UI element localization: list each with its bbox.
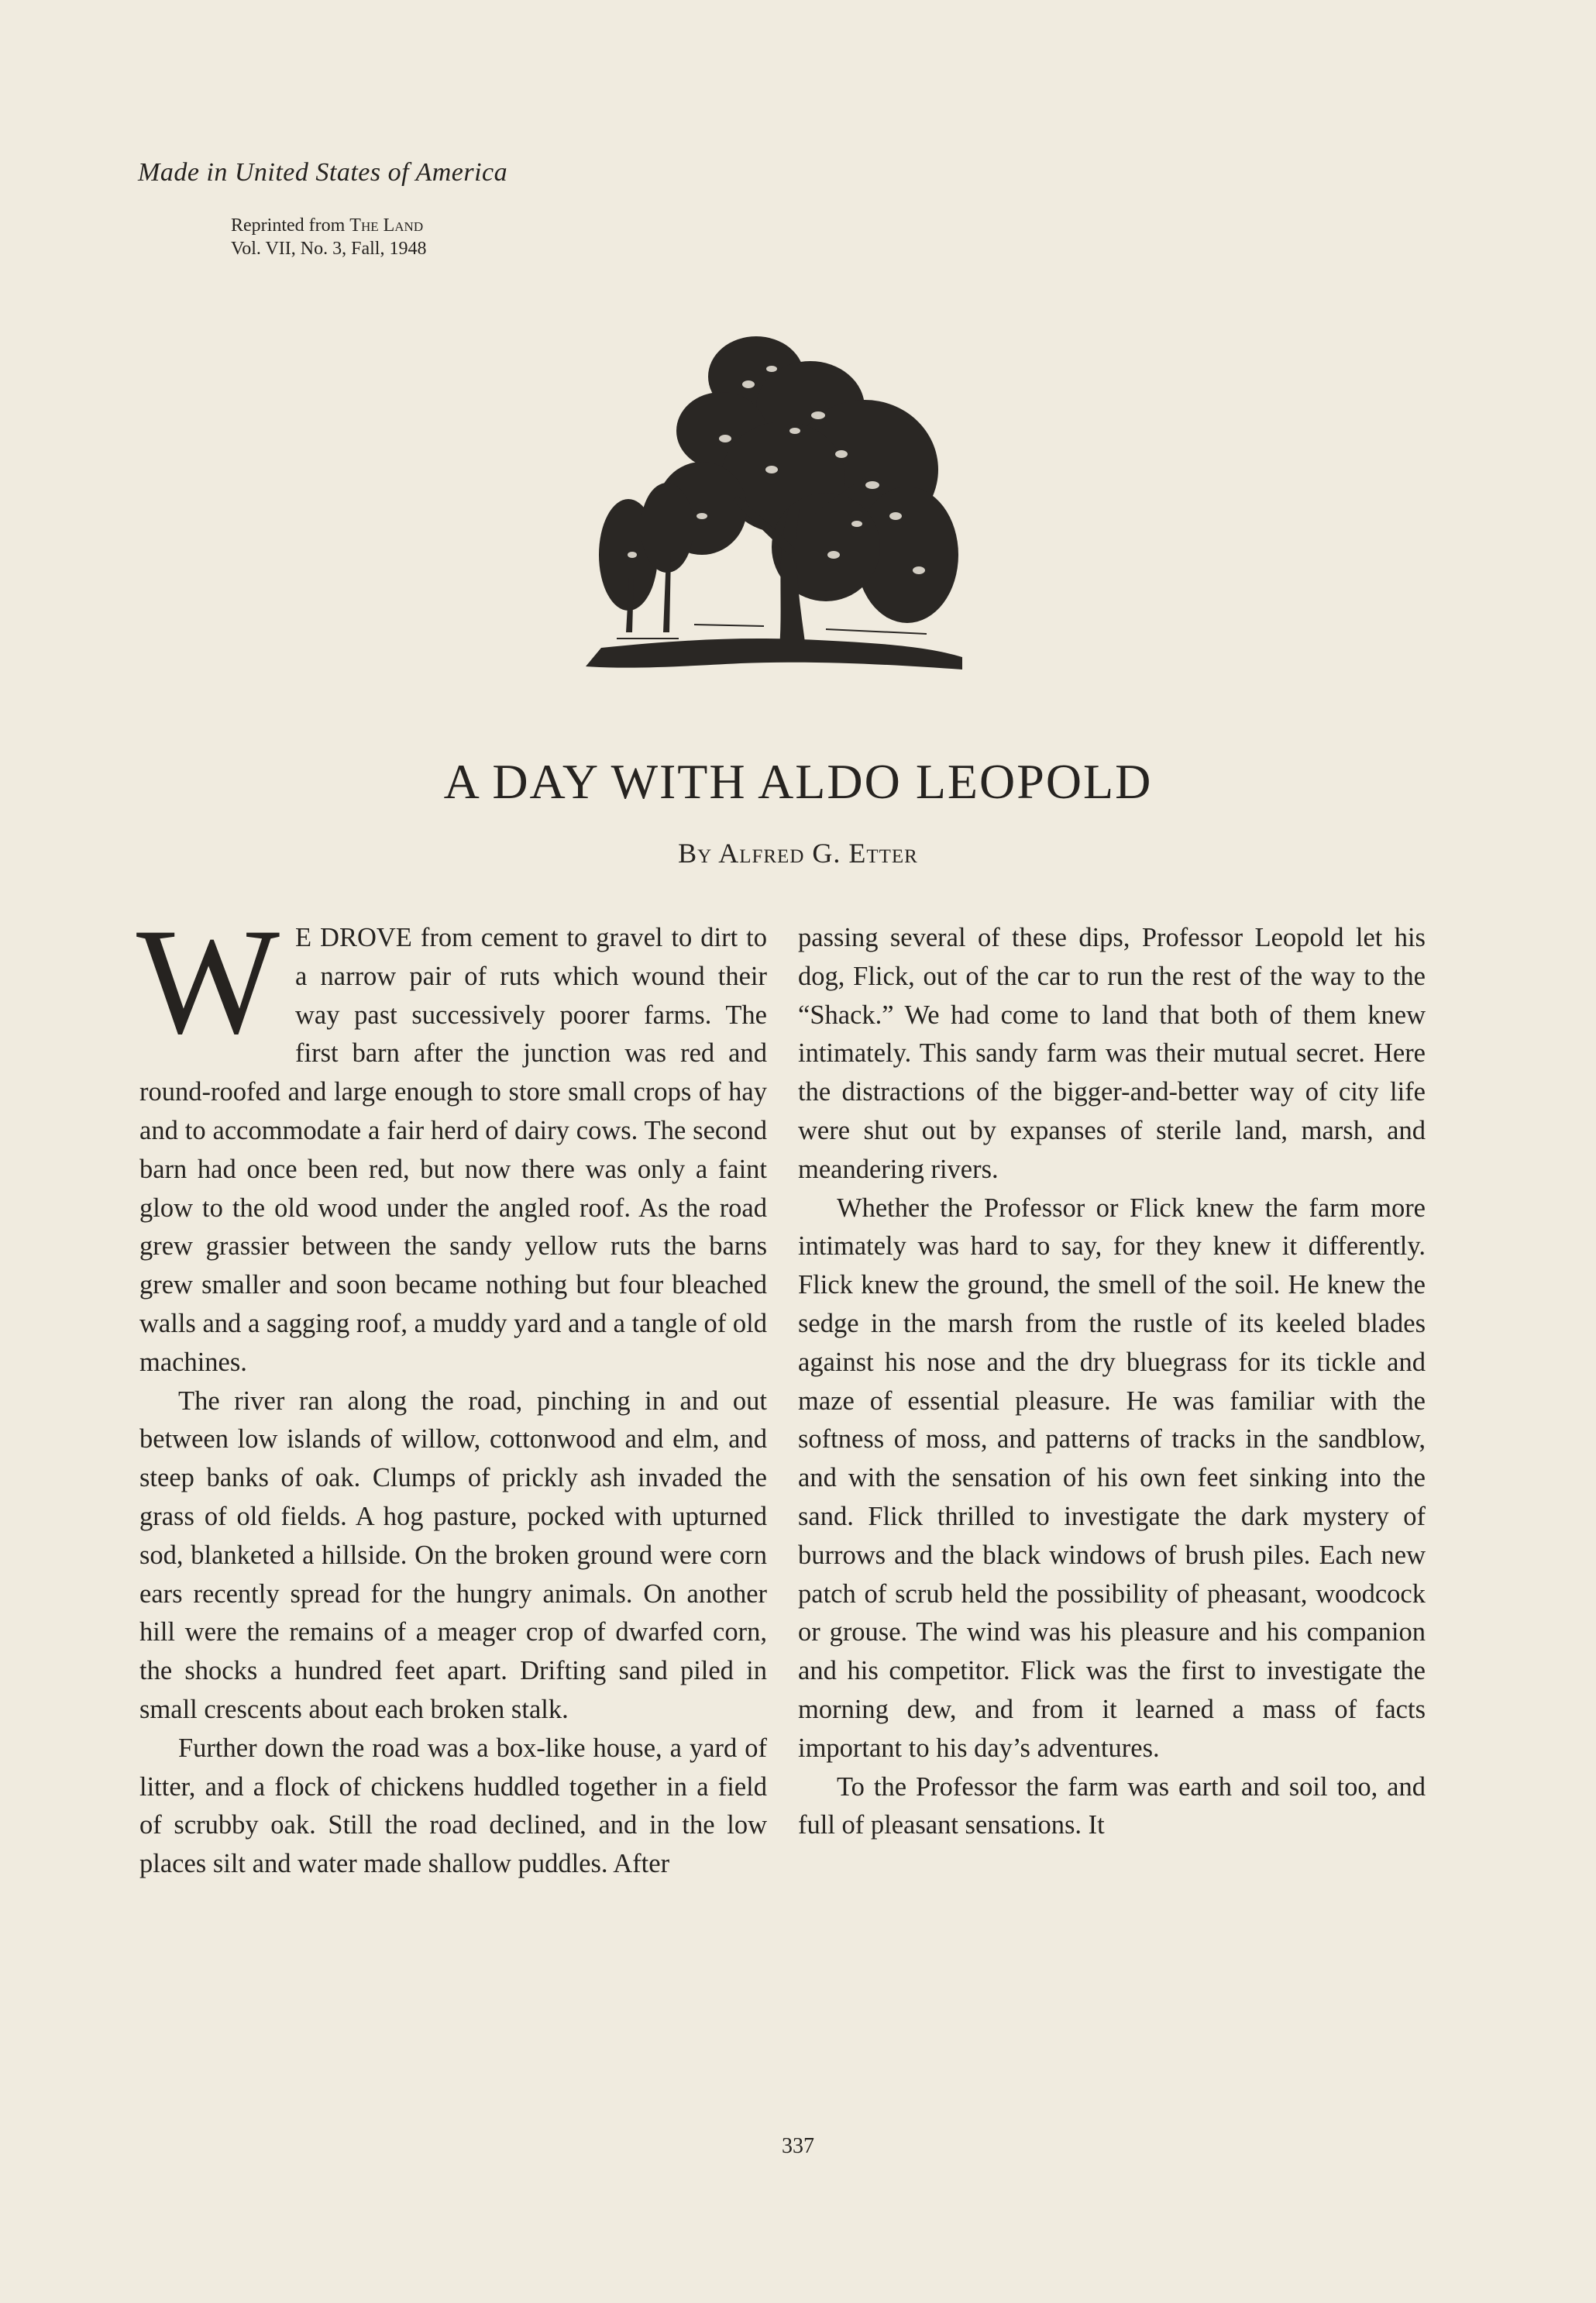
paragraph: The river ran along the road, pinching in and out between low islands of willow, cottonwood and elm, and steep banks of oak. Clumps of prickly ash invaded the grass of old fields. A hog pasture, pocked with upturned sod, blanketed a hillside. On the broken ground were corn ears recently spread for the hungry animals. On another hill were the remains of a meager crop of dwarfed corn, the shocks a hundred feet apart. Drifting sand piled in small crescents about each broken stalk. — [139, 1386, 767, 1724]
byline: By Alfred G. Etter — [678, 838, 918, 869]
left-column — [136, 897, 767, 1884]
paragraph-text: E DROVE from cement to gravel to dirt to a narrow pair of ruts which wound their way past successively poorer farms. The first barn after the junction was red and round-roofed and large enough to store small crops of hay and to accommodate a fair herd of dairy cows. The second barn had once been red, but now there was only a faint glow to the old wood under the angled roof. As the road grew grassier between the sandy yellow ruts the barns grew smaller and soon became nothing but four bleached walls and a sagging roof, a muddy yard and a tangle of old machines. — [139, 923, 767, 1377]
paragraph — [136, 897, 767, 1382]
paragraph: To the Professor the farm was earth and soil too, and full of pleasant sensations. It — [798, 1771, 1426, 1840]
reprint-notice — [231, 214, 426, 260]
reprint-issue: Vol. VII, No. 3, Fall, 1948 — [231, 239, 427, 259]
made-in-notice: Made in United States of America — [138, 158, 508, 187]
paragraph: passing several of these dips, Professor Leopold let his dog, Flick, out of the car to run the rest of the way to the “Shack.” We had come to land that both of them knew intimately. This sandy farm was their mutual secret. Here the distractions of the bigger-and-better way of city life were shut out by expanses of sterile land, marsh, and meandering rivers. — [798, 923, 1426, 1184]
willow-tree-woodcut-icon — [586, 322, 962, 687]
reprint-source-line — [231, 214, 426, 237]
drop-cap: W — [136, 897, 280, 1065]
right-column — [798, 919, 1426, 1845]
reprint-prefix: Reprinted from — [231, 215, 350, 236]
page-number: 337 — [782, 2134, 814, 2158]
reprint-source: The Land — [349, 215, 424, 236]
paragraph: Whether the Professor or Flick knew the farm more intimately was hard to say, for they knew it differently. Flick knew the ground, the smell of the soil. He knew the sedge in the marsh from the rustle of its keeled blades against his nose and the dry bluegrass for its tickle and maze of essential pleasure. He was familiar with the softness of moss, and patterns of tracks in the sandblow, and with the sensation of his own feet sinking into the sand. Flick thrilled to investigate the dark mystery of burrows and the black windows of brush piles. Each new patch of scrub held the possibility of pheasant, woodcock or grouse. The wind was his pleasure and his companion and his competitor. Flick was the first to investigate the morning dew, and from it learned a mass of facts important to his day’s adventures. — [798, 1193, 1426, 1763]
paragraph: Further down the road was a box-like house, a yard of litter, and a flock of chickens huddled together in a field of scrubby oak. Still the road declined, and in the low places silt and water made shallow puddles. After — [139, 1733, 767, 1879]
article-title: A DAY WITH ALDO LEOPOLD — [443, 754, 1153, 809]
